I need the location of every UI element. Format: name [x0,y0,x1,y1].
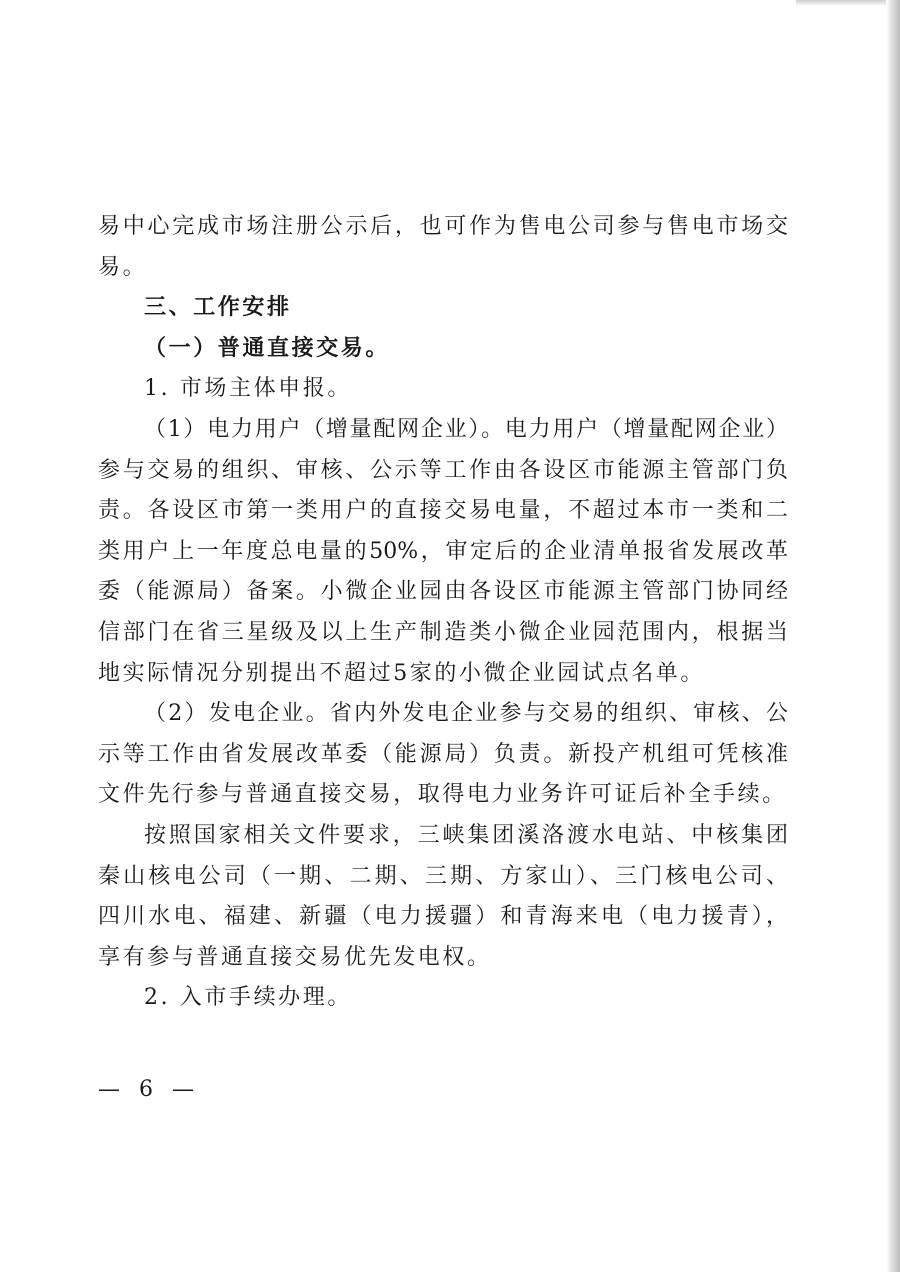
paragraph-line: 信部门在省三星级及以上生产制造类小微企业园范围内，根据当 [98,619,788,645]
item-heading: 1. 市场主体申报。 [144,376,352,402]
scan-edge-shadow [886,0,900,1272]
paragraph-line: 地实际情况分别提出不超过5家的小微企业园试点名单。 [98,660,705,686]
paragraph-line: 易中心完成市场注册公示后，也可作为售电公司参与售电市场交 [98,214,788,239]
item-heading: 2. 入市手续办理。 [144,985,352,1011]
paragraph-line: 易。 [98,254,148,280]
paragraph-line: 类用户上一年度总电量的50%，审定后的企业清单报省发展改革 [98,538,788,564]
paragraph-line: 参与交易的组织、审核、公示等工作由各设区市能源主管部门负 [98,457,788,483]
paragraph-line: 示等工作由省发展改革委（能源局）负责。新投产机组可凭核准 [98,741,788,767]
paragraph-line: 按照国家相关文件要求，三峡集团溪洛渡水电站、中核集团 [144,822,788,848]
document-body [98,207,788,1019]
section-heading: 三、工作安排 [144,295,292,321]
scan-top-shadow [796,0,886,6]
page-number: — 6 — [98,1077,200,1102]
paragraph-line: 责。各设区市第一类用户的直接交易电量，不超过本市一类和二 [98,498,788,524]
paragraph-line: （2）发电企业。省内外发电企业参与交易的组织、审核、公 [144,701,788,727]
paragraph-line: 秦山核电公司（一期、二期、三期、方家山）、三门核电公司、 [98,863,788,889]
paragraph-line: 文件先行参与普通直接交易，取得电力业务许可证后补全手续。 [98,782,787,808]
paragraph-line: （1）电力用户（增量配网企业）。电力用户（增量配网企业） [144,416,788,442]
paragraph-line: 享有参与普通直接交易优先发电权。 [98,944,492,970]
paragraph-line: 委（能源局）备案。小微企业园由各设区市能源主管部门协同经 [98,579,788,605]
subsection-heading: （一）普通直接交易。 [144,335,391,361]
paragraph-line: 四川水电、福建、新疆（电力援疆）和青海来电（电力援青）， [98,904,788,930]
